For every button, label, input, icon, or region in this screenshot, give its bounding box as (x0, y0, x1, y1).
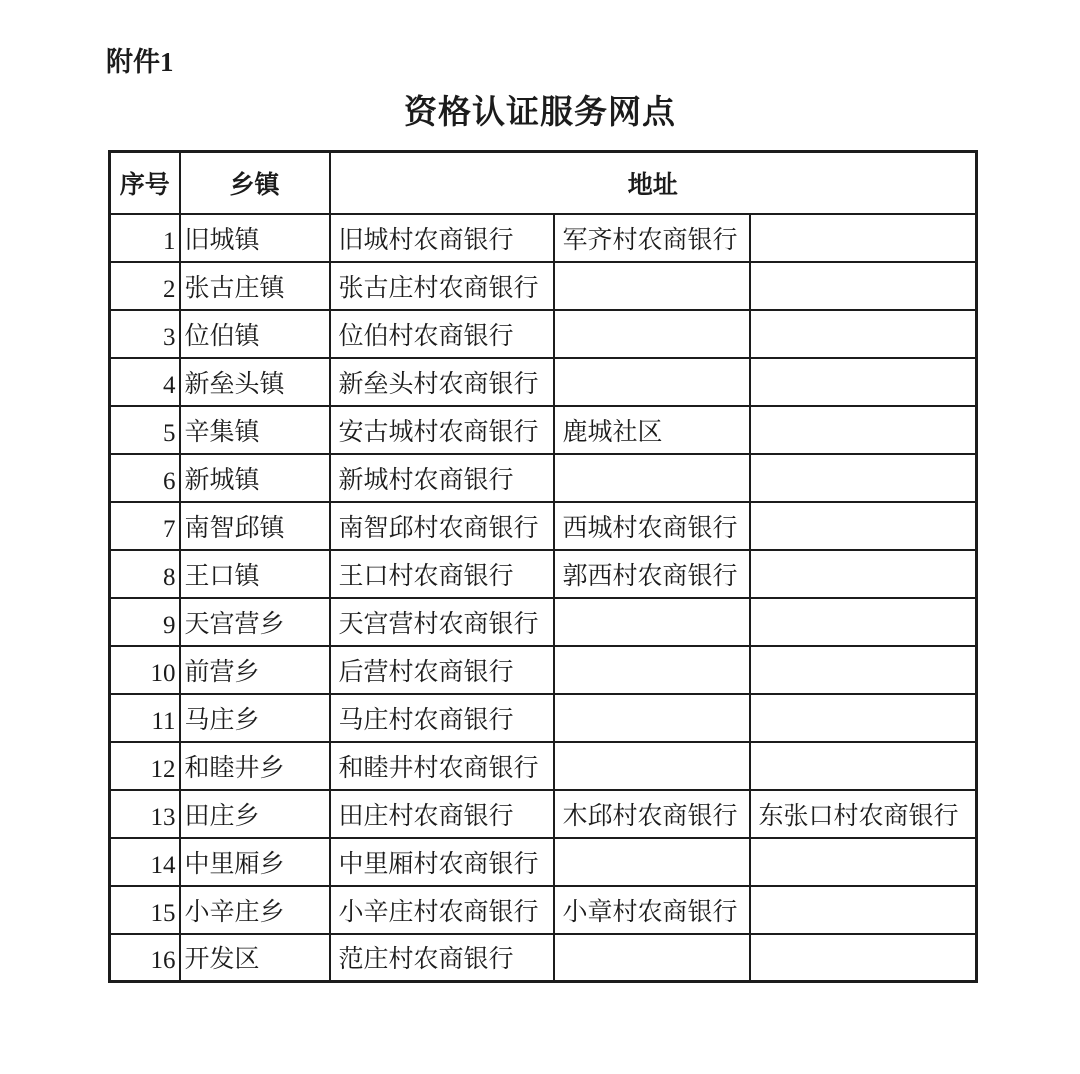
township-cell: 位伯镇 (180, 310, 330, 358)
address-cell-1: 新城村农商银行 (330, 454, 554, 502)
address-cell-1: 位伯村农商银行 (330, 310, 554, 358)
serial-cell: 4 (110, 358, 180, 406)
address-cell-3 (750, 886, 977, 934)
serial-cell: 12 (110, 742, 180, 790)
table-row (110, 550, 977, 598)
serial-cell: 5 (110, 406, 180, 454)
address-cell-3 (750, 694, 977, 742)
township-cell: 张古庄镇 (180, 262, 330, 310)
address-cell-1: 和睦井村农商银行 (330, 742, 554, 790)
address-cell-3 (750, 646, 977, 694)
address-cell-1: 王口村农商银行 (330, 550, 554, 598)
township-cell: 新城镇 (180, 454, 330, 502)
township-cell: 和睦井乡 (180, 742, 330, 790)
header-address: 地址 (330, 152, 977, 214)
table-row (110, 742, 977, 790)
address-cell-1: 旧城村农商银行 (330, 214, 554, 262)
township-cell: 开发区 (180, 934, 330, 982)
serial-cell: 2 (110, 262, 180, 310)
serial-cell: 15 (110, 886, 180, 934)
table-row (110, 694, 977, 742)
address-cell-3 (750, 214, 977, 262)
header-township: 乡镇 (180, 152, 330, 214)
table-row (110, 502, 977, 550)
table-row (110, 262, 977, 310)
table-row (110, 934, 977, 982)
township-cell: 前营乡 (180, 646, 330, 694)
address-cell-2 (554, 454, 750, 502)
address-cell-3: 东张口村农商银行 (750, 790, 977, 838)
address-cell-3 (750, 262, 977, 310)
address-cell-1: 南智邱村农商银行 (330, 502, 554, 550)
address-cell-1: 安古城村农商银行 (330, 406, 554, 454)
table-row (110, 214, 977, 262)
address-cell-3 (750, 406, 977, 454)
township-cell: 新垒头镇 (180, 358, 330, 406)
table-row (110, 790, 977, 838)
address-cell-2 (554, 262, 750, 310)
serial-cell: 13 (110, 790, 180, 838)
address-cell-2: 小章村农商银行 (554, 886, 750, 934)
serial-cell: 3 (110, 310, 180, 358)
township-cell: 王口镇 (180, 550, 330, 598)
table-body (110, 214, 977, 982)
serial-cell: 6 (110, 454, 180, 502)
header-serial: 序号 (110, 152, 180, 214)
address-cell-2 (554, 838, 750, 886)
table-row (110, 598, 977, 646)
address-cell-3 (750, 358, 977, 406)
township-cell: 田庄乡 (180, 790, 330, 838)
table-header-row (110, 152, 977, 214)
address-cell-2 (554, 310, 750, 358)
address-cell-3 (750, 310, 977, 358)
township-cell: 天宫营乡 (180, 598, 330, 646)
table-row (110, 358, 977, 406)
table-row (110, 646, 977, 694)
address-cell-2: 军齐村农商银行 (554, 214, 750, 262)
township-cell: 中里厢乡 (180, 838, 330, 886)
address-cell-1: 马庄村农商银行 (330, 694, 554, 742)
serial-cell: 16 (110, 934, 180, 982)
address-cell-1: 范庄村农商银行 (330, 934, 554, 982)
table-row (110, 406, 977, 454)
township-cell: 旧城镇 (180, 214, 330, 262)
serial-cell: 7 (110, 502, 180, 550)
service-points-table (108, 150, 978, 983)
address-cell-2 (554, 358, 750, 406)
serial-cell: 10 (110, 646, 180, 694)
address-cell-1: 天宫营村农商银行 (330, 598, 554, 646)
address-cell-3 (750, 742, 977, 790)
township-cell: 南智邱镇 (180, 502, 330, 550)
serial-cell: 9 (110, 598, 180, 646)
table-row (110, 886, 977, 934)
address-cell-2: 郭西村农商银行 (554, 550, 750, 598)
township-cell: 小辛庄乡 (180, 886, 330, 934)
serial-cell: 11 (110, 694, 180, 742)
page-title: 资格认证服务网点 (404, 95, 676, 131)
table-row (110, 310, 977, 358)
address-cell-3 (750, 454, 977, 502)
address-cell-2 (554, 742, 750, 790)
address-cell-1: 新垒头村农商银行 (330, 358, 554, 406)
address-cell-2 (554, 934, 750, 982)
serial-cell: 14 (110, 838, 180, 886)
address-cell-2: 西城村农商银行 (554, 502, 750, 550)
address-cell-2 (554, 646, 750, 694)
address-cell-1: 小辛庄村农商银行 (330, 886, 554, 934)
address-cell-3 (750, 550, 977, 598)
address-cell-3 (750, 598, 977, 646)
address-cell-3 (750, 838, 977, 886)
township-cell: 马庄乡 (180, 694, 330, 742)
address-cell-1: 后营村农商银行 (330, 646, 554, 694)
address-cell-1: 中里厢村农商银行 (330, 838, 554, 886)
address-cell-2 (554, 694, 750, 742)
township-cell: 辛集镇 (180, 406, 330, 454)
table-row (110, 454, 977, 502)
address-cell-1: 张古庄村农商银行 (330, 262, 554, 310)
attachment-label: 附件1 (106, 47, 174, 77)
address-cell-2: 木邱村农商银行 (554, 790, 750, 838)
table-row (110, 838, 977, 886)
address-cell-1: 田庄村农商银行 (330, 790, 554, 838)
address-cell-3 (750, 934, 977, 982)
address-cell-3 (750, 502, 977, 550)
address-cell-2 (554, 598, 750, 646)
serial-cell: 1 (110, 214, 180, 262)
address-cell-2: 鹿城社区 (554, 406, 750, 454)
serial-cell: 8 (110, 550, 180, 598)
